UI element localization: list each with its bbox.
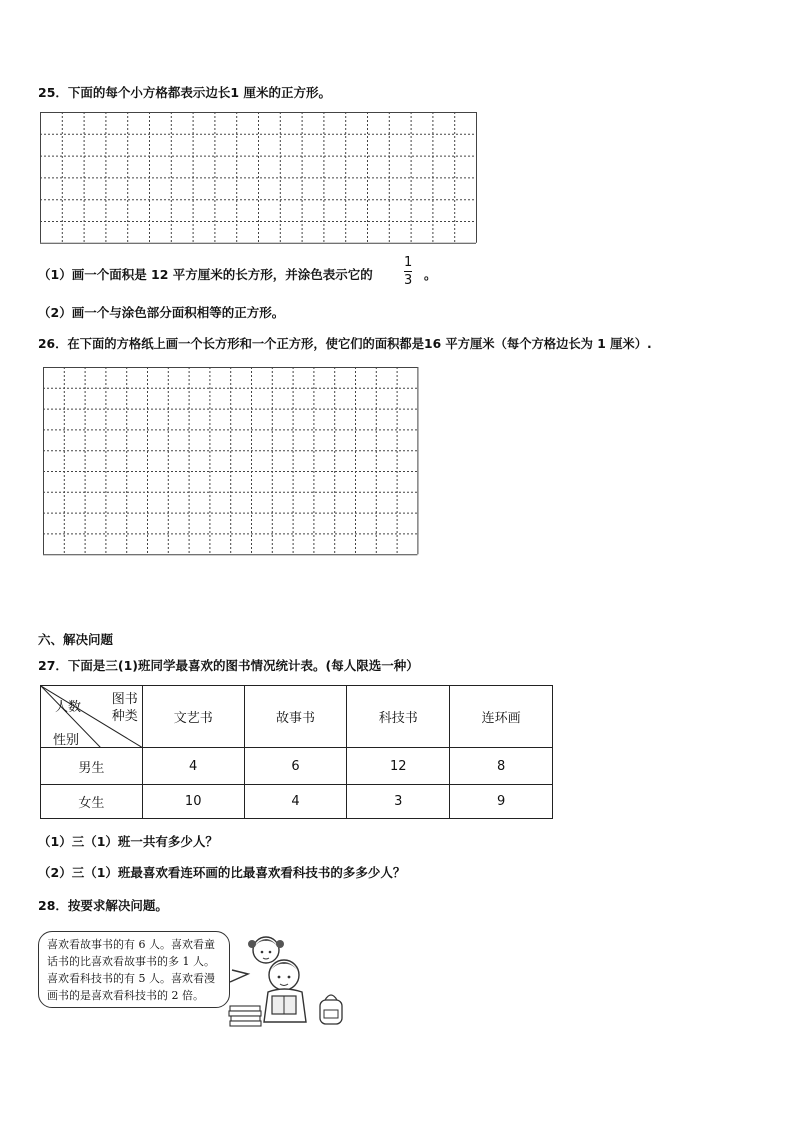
bubble-line: 喜欢看故事书的有 6 人。喜欢看童 [47, 938, 215, 951]
table-header-row [41, 686, 553, 748]
children-reading-illustration [226, 930, 356, 1028]
header-gender-label: 性别 [53, 733, 80, 748]
column-header: 故事书 [244, 686, 347, 748]
q25-part1 [38, 265, 373, 283]
stats-table [40, 685, 553, 819]
fraction-bar [404, 271, 412, 272]
table-cell: 9 [450, 785, 553, 819]
table-row-girls [41, 785, 553, 819]
table-cell: 3 [347, 785, 450, 819]
q27-title: 27．下面是三(1)班同学最喜欢的图书情况统计表。(每人限选一种） [38, 658, 419, 673]
q27-sub1: （1）三（1）班一共有多少人？ [38, 834, 218, 849]
row-label: 女生 [41, 785, 143, 819]
bubble-line: 画书的是喜欢看科技书的 2 倍。 [47, 989, 204, 1002]
bubble-tail [230, 970, 248, 982]
table-cell: 10 [142, 785, 244, 819]
header-category-label: 种类 [111, 709, 138, 724]
table-cell: 8 [450, 748, 553, 785]
q27-sub2: （2）三（1）班最喜欢看连环画的比最喜欢看科技书的多多少人？ [38, 865, 406, 880]
q26-grid [43, 367, 419, 619]
header-count-label: 人数 [55, 700, 82, 715]
row-label: 男生 [41, 748, 143, 785]
speech-bubble [38, 931, 230, 1008]
q25-part2: （2）画一个与涂色部分面积相等的正方形。 [38, 305, 285, 320]
fraction-numerator: 1 [404, 255, 413, 270]
table-cell: 4 [142, 748, 244, 785]
q26-title: 26．在下面的方格纸上画一个长方形和一个正方形，使它们的面积都是16 平方厘米（每个方格边长为 1 厘米）. [38, 337, 652, 351]
q28-title: 28．按要求解决问题。 [38, 898, 168, 913]
table-cell: 6 [244, 748, 347, 785]
column-header: 文艺书 [142, 686, 244, 748]
column-header: 科技书 [347, 686, 450, 748]
table-cell: 4 [244, 785, 347, 819]
table-cell: 12 [347, 748, 450, 785]
q25-part1-text: （1）画一个面积是 12 平方厘米的长方形，并涂色表示它的 [38, 267, 373, 282]
fraction-denominator: 3 [404, 273, 413, 288]
book-stack-icon [230, 1006, 260, 1011]
q25-grid [40, 112, 477, 246]
girl-pigtail-left [248, 940, 256, 948]
bubble-line: 话书的比喜欢看故事书的多 1 人。 [47, 955, 215, 968]
diagonal-header-cell [41, 686, 143, 748]
q25-fraction [404, 255, 412, 288]
q25-part1-end: 。 [424, 267, 437, 282]
table-row-boys [41, 748, 553, 785]
column-header: 连环画 [450, 686, 553, 748]
q25-title: 25．下面的每个小方格都表示边长1 厘米的正方形。 [38, 85, 331, 100]
bubble-line: 喜欢看科技书的有 5 人。喜欢看漫 [47, 972, 215, 985]
section-title: 六、解决问题 [38, 632, 114, 647]
backpack-icon [320, 1000, 342, 1024]
girl-pigtail-right [276, 940, 284, 948]
header-book-label: 图书 [111, 692, 138, 707]
